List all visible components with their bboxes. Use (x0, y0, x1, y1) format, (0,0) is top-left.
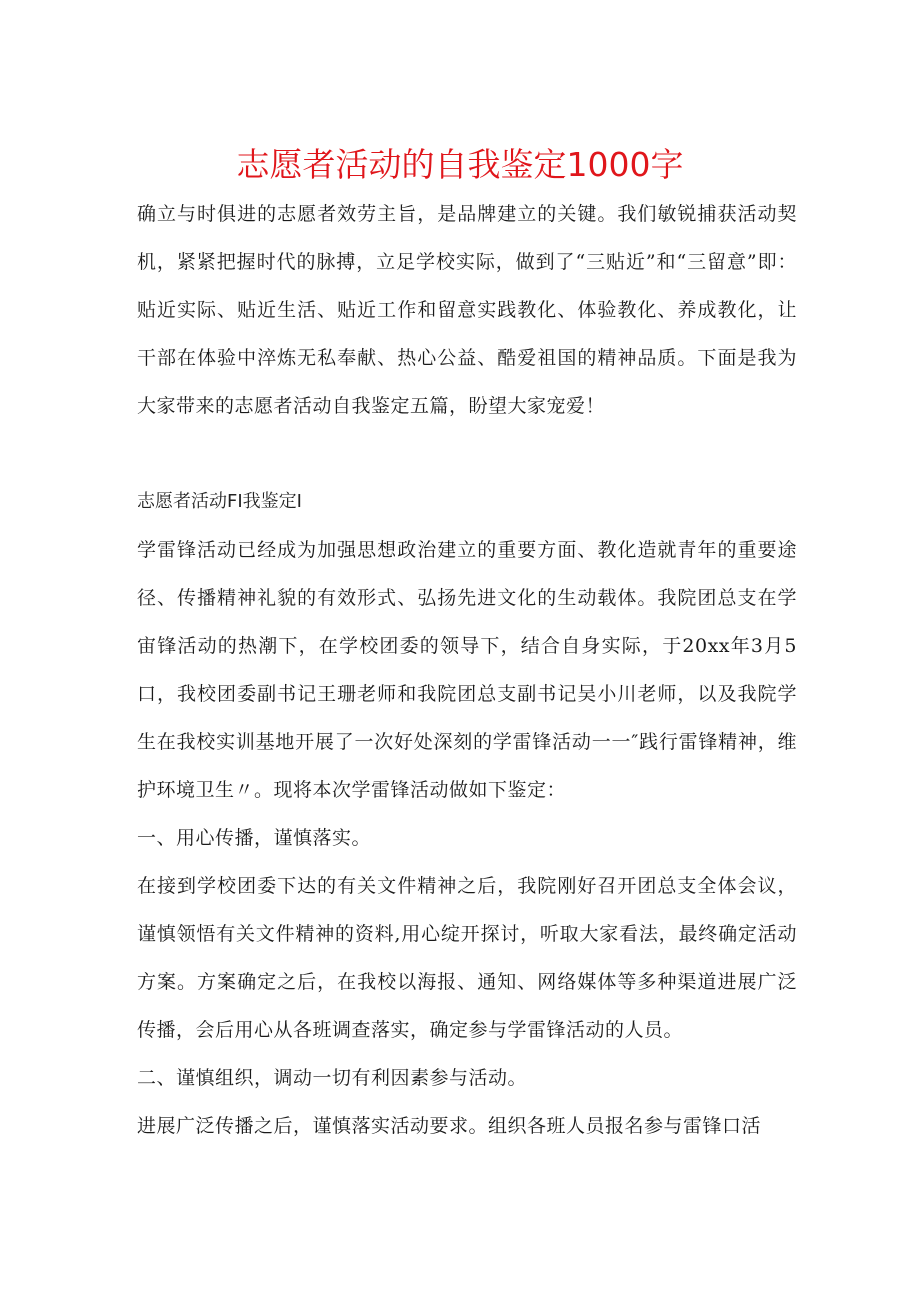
section-heading: 志愿者活动FI我鉴定I (137, 491, 302, 512)
point-2-paragraph: 进展广泛传播之后，谨慎落实活动要求。组织各班人员报名参与雷锋口活 (137, 1115, 762, 1137)
point-2-heading: 二、谨慎组织，调动一切有利因素参与活动。 (137, 1067, 528, 1089)
document-title: 志愿者活动的自我鉴定1000字 (236, 145, 684, 184)
point-1-paragraph: 在接到学校团委下达的有关文件精神之后，我院刚好召开团总支全体会议，谨慎领悟有关文件精神的资料,用心绽开探讨，听取大家看法，最终确定活动方案。方案确定之后，在我校以海报、通知、网络媒体等多种渠道进展广泛传播，会后用心从各班调查落实，确定参与学雷锋活动的人员。 (137, 875, 797, 1041)
point-1-heading: 一、用心传播，谨慎落实。 (137, 827, 372, 849)
section-paragraph: 学雷锋活动已经成为加强思想政治建立的重要方面、教化造就青年的重要途径、传播精神礼貌的有效形式、弘扬先进文化的生动载体。我院团总支在学宙锋活动的热潮下，在学校团委的领导下，结合自身实际，于20xx年3月5口，我校团委副书记王珊老师和我院团总支副书记吴小川老师，以及我院学生在我校实训基地开展了一次好处深刻的学雷锋活动一一″践行雷锋精神，维护环境卫生〃。现将本次学雷锋活动做如下鉴定： (137, 539, 797, 801)
paragraph-spacer (137, 430, 797, 478)
document-body (137, 190, 797, 1150)
intro-paragraph: 确立与时俱进的志愿者效劳主旨，是品牌建立的关键。我们敏锐捕获活动契机，紧紧把握时代的脉搏，立足学校实际，做到了“三贴近”和“三留意”即：贴近实际、贴近生活、贴近工作和留意实践教化、体验教化、养成教化，让干部在体验中淬炼无私奉献、热心公益、酷爱祖国的精神品质。下面是我为大家带来的志愿者活动自我鉴定五篇，盼望大家宠爱！ (137, 203, 797, 417)
